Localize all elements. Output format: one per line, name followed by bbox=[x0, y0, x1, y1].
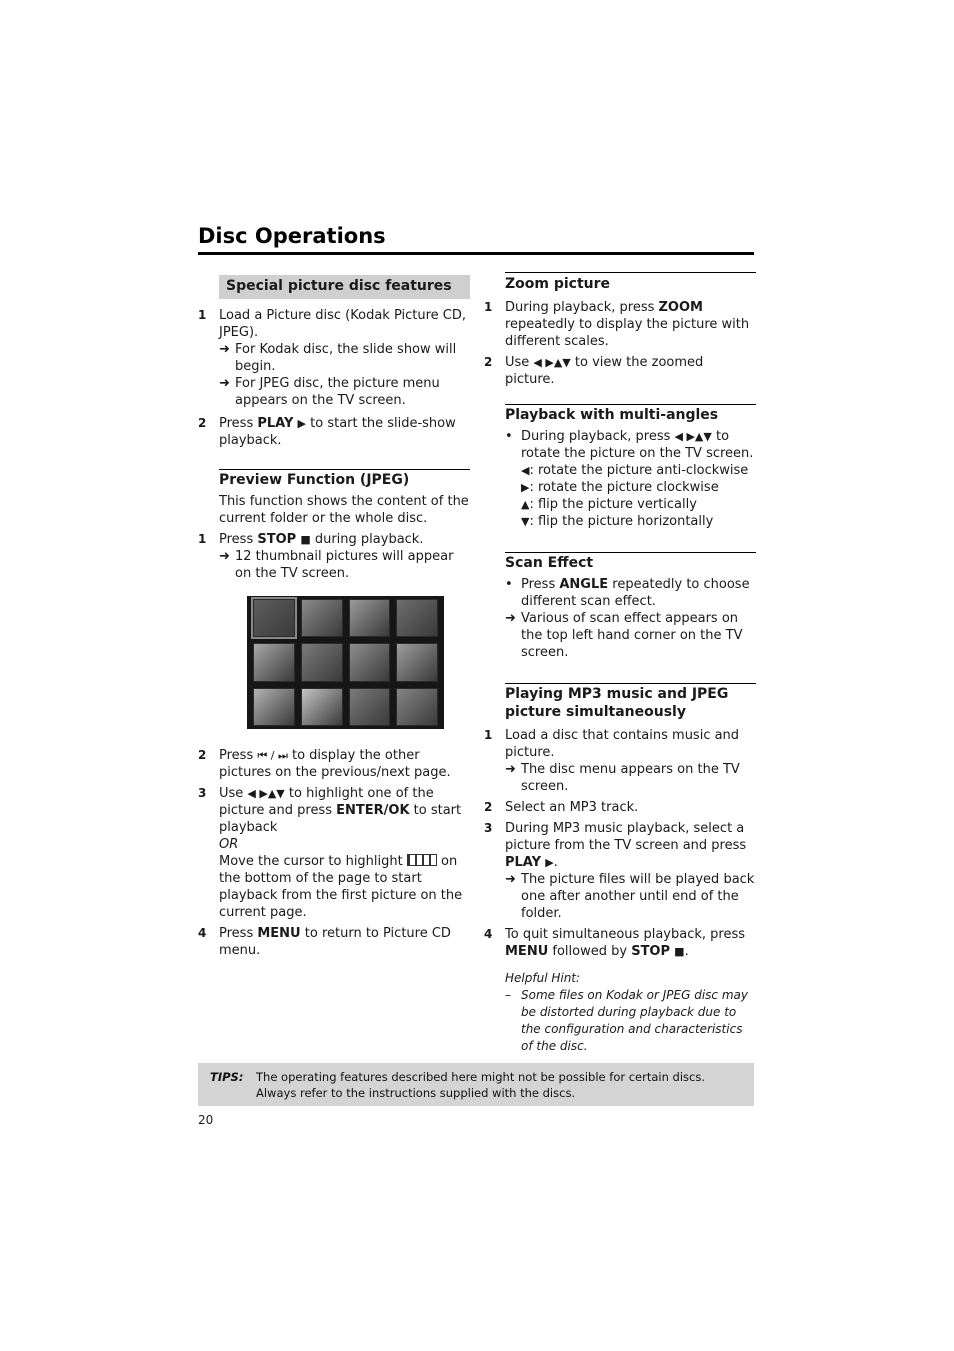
preview-step-1: 1 Press STOP ■ during playback. ➜ 12 thumbnail pictures will appear on the TV screen. bbox=[198, 531, 470, 582]
key-label: ENTER/OK bbox=[336, 803, 410, 818]
angle-line: ◀: rotate the picture anti-clockwise bbox=[521, 463, 749, 478]
step-number: 2 bbox=[198, 416, 207, 430]
mp3-step-3: 3 During MP3 music playback, select a picture from the TV screen and press PLAY ▶. ➜ The picture files will be played back one after another until end of the folder. bbox=[484, 821, 755, 921]
special-heading: Special picture disc features bbox=[219, 275, 470, 299]
key-label: STOP bbox=[257, 532, 297, 547]
arrow-icon: ➜ bbox=[505, 762, 516, 777]
special-step-1 bbox=[198, 307, 470, 409]
thumbnail-9 bbox=[253, 688, 295, 726]
page-title: Disc Operations bbox=[198, 222, 754, 255]
thumbnail-12 bbox=[396, 688, 438, 726]
sub-note: ➜ 12 thumbnail pictures will appear on the TV screen. bbox=[219, 549, 454, 581]
film-strip-icon bbox=[407, 854, 437, 866]
preview-heading: Preview Function (JPEG) bbox=[219, 469, 470, 489]
thumbnail-4 bbox=[396, 599, 438, 637]
preview-intro: This function shows the content of the current folder or the whole disc. bbox=[219, 494, 469, 526]
thumbnail-3 bbox=[349, 599, 391, 637]
hint-dash: – bbox=[505, 988, 511, 1002]
hint-item: – Some files on Kodak or JPEG disc may be distorted during playback due to the configuration and characteristics of the disc. bbox=[505, 988, 748, 1053]
key-label: MENU bbox=[257, 926, 301, 941]
sub-note: ➜ For JPEG disc, the picture menu appears on the TV screen. bbox=[219, 376, 440, 408]
thumbnail-5 bbox=[253, 643, 295, 681]
scan-heading: Scan Effect bbox=[505, 552, 756, 572]
page-number: 20 bbox=[198, 1113, 214, 1127]
down-arrow-icon: ▼ bbox=[521, 515, 530, 528]
sub-note: ➜ The disc menu appears on the TV screen. bbox=[505, 762, 740, 794]
tips-label: TIPS: bbox=[210, 1070, 244, 1084]
step-number: 1 bbox=[484, 300, 493, 314]
play-icon: ▶ bbox=[297, 417, 307, 430]
tips-text: The operating features described here might not be possible for certain discs. Always refer to the instructions supplied with the discs. bbox=[256, 1070, 706, 1100]
arrow-icon: ➜ bbox=[219, 549, 230, 564]
key-label: PLAY bbox=[505, 855, 542, 870]
prev-next-icon: ⏮ / ⏭ bbox=[257, 749, 288, 762]
thumbnail-grid bbox=[247, 596, 444, 729]
step-number: 4 bbox=[484, 927, 493, 941]
left-arrow-icon: ◀ bbox=[521, 464, 530, 477]
thumbnail-2 bbox=[301, 599, 343, 637]
mp3-step-4: 4 To quit simultaneous playback, press MENU followed by STOP ■. bbox=[484, 927, 745, 959]
scan-sub: ➜ Various of scan effect appears on the top left hand corner on the TV screen. bbox=[505, 611, 743, 660]
arrow-icon: ➜ bbox=[219, 376, 230, 391]
key-label: PLAY bbox=[257, 416, 294, 431]
special-step-2: 2 Press PLAY ▶ to start the slide-show playback. bbox=[198, 416, 456, 448]
mp3-heading: Playing MP3 music and JPEG picture simultaneously bbox=[505, 683, 756, 721]
step-number: 2 bbox=[198, 748, 207, 762]
key-label: ANGLE bbox=[559, 577, 609, 592]
step-number: 2 bbox=[484, 355, 493, 369]
angle-line: ▲: flip the picture vertically bbox=[521, 497, 697, 512]
preview-step-4: 4 Press MENU to return to Picture CD menu. bbox=[198, 926, 451, 958]
angles-bullet: • During playback, press ◀ ▶▲▼ to rotate the picture on the TV screen. ◀: rotate the picture anti-clockwise ▶: rotate the picture clockwise ▲: flip the picture vertically ▼: flip the picture horizontally bbox=[505, 428, 756, 530]
angle-line: ▶: rotate the picture clockwise bbox=[521, 480, 719, 495]
hint-title: Helpful Hint: bbox=[505, 971, 581, 985]
nav-arrows-icon: ◀ ▶▲▼ bbox=[674, 430, 712, 443]
up-arrow-icon: ▲ bbox=[521, 498, 530, 511]
preview-step-2: 2 Press ⏮ / ⏭ to display the other pictures on the previous/next page. bbox=[198, 748, 451, 780]
thumbnail-1 bbox=[253, 599, 295, 637]
step-number: 1 bbox=[484, 728, 493, 742]
zoom-heading: Zoom picture bbox=[505, 272, 756, 293]
mp3-step-1: 1 Load a disc that contains music and picture. ➜ The disc menu appears on the TV screen. bbox=[484, 727, 756, 795]
nav-arrows-icon: ◀ ▶▲▼ bbox=[533, 356, 571, 369]
thumbnail-10 bbox=[301, 688, 343, 726]
key-label: MENU bbox=[505, 944, 549, 959]
step-number: 1 bbox=[198, 532, 207, 546]
right-column bbox=[484, 272, 756, 1055]
step-number: 1 bbox=[198, 308, 207, 322]
nav-arrows-icon: ◀ ▶▲▼ bbox=[247, 787, 285, 800]
arrow-icon: ➜ bbox=[505, 611, 516, 626]
bullet-icon: • bbox=[505, 429, 513, 444]
zoom-step-1: 1 During playback, press ZOOM repeatedly to display the picture with different scales. bbox=[484, 300, 750, 349]
right-arrow-icon: ▶ bbox=[521, 481, 530, 494]
mp3-step-2: 2 Select an MP3 track. bbox=[484, 800, 639, 815]
zoom-step-2: 2 Use ◀ ▶▲▼ to view the zoomed picture. bbox=[484, 355, 704, 387]
scan-bullet: • Press ANGLE repeatedly to choose different scan effect. bbox=[505, 577, 750, 609]
step-text: Load a Picture disc (Kodak Picture CD, JPEG). bbox=[219, 308, 467, 340]
preview-step-3: 3 Use ◀ ▶▲▼ to highlight one of the picture and press ENTER/OK to start playback OR Move the cursor to highlight on the bottom of the page to start playback from the first picture on the current page. bbox=[198, 785, 470, 921]
step-number: 4 bbox=[198, 926, 207, 940]
stop-icon: ■ bbox=[300, 533, 311, 546]
alt-text: Move the cursor to highlight on the bottom of the page to start playback from the first picture on the current page. bbox=[219, 854, 463, 920]
play-icon: ▶ bbox=[545, 856, 554, 869]
key-label: STOP bbox=[631, 944, 671, 959]
step-number: 2 bbox=[484, 800, 493, 814]
left-column bbox=[198, 275, 470, 963]
sub-note: ➜ For Kodak disc, the slide show will begin. bbox=[219, 342, 457, 374]
stop-icon: ■ bbox=[674, 945, 685, 958]
bullet-icon: • bbox=[505, 577, 513, 592]
angles-heading: Playback with multi-angles bbox=[505, 404, 756, 424]
arrow-icon: ➜ bbox=[219, 342, 230, 357]
angle-line: ▼: flip the picture horizontally bbox=[521, 514, 714, 529]
tips-box bbox=[198, 1063, 754, 1106]
step-number: 3 bbox=[198, 786, 207, 800]
arrow-icon: ➜ bbox=[505, 872, 516, 887]
step-number: 3 bbox=[484, 821, 493, 835]
or-label: OR bbox=[219, 837, 239, 852]
thumbnail-8 bbox=[396, 643, 438, 681]
key-label: ZOOM bbox=[658, 300, 703, 315]
sub-note: ➜ The picture files will be played back one after another until end of the folder. bbox=[505, 872, 755, 921]
thumbnail-11 bbox=[349, 688, 391, 726]
thumbnail-6 bbox=[301, 643, 343, 681]
thumbnail-7 bbox=[349, 643, 391, 681]
